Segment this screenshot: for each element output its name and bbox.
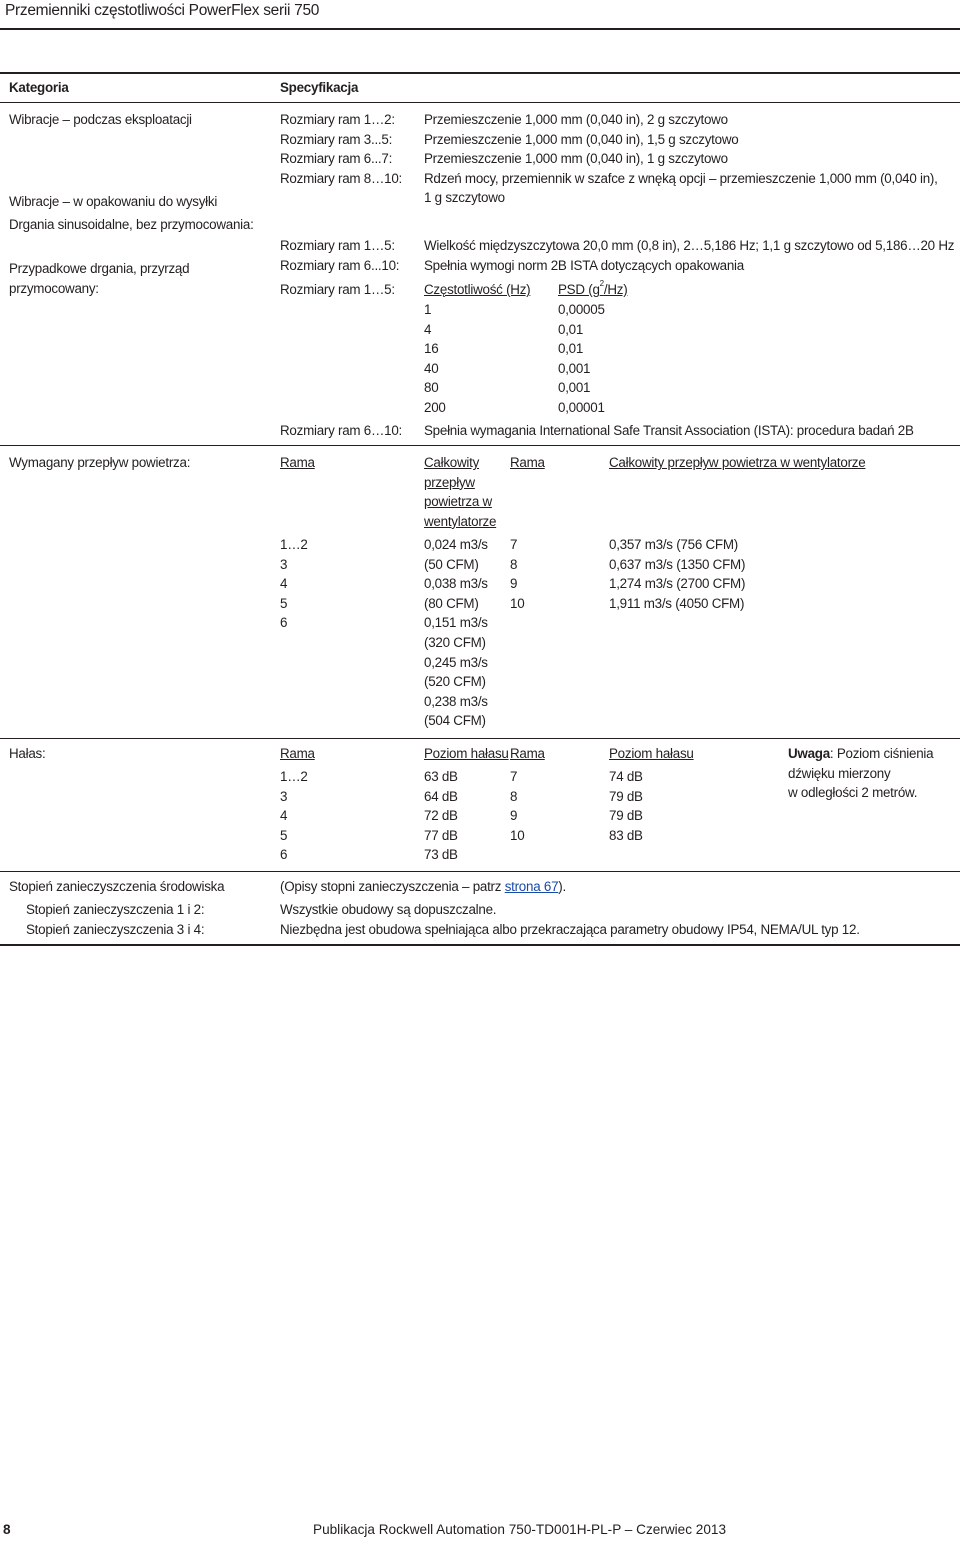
frequency-value: 16 [424,341,439,357]
random-frame-1: Rozmiary ram 1…5: [280,282,395,297]
page-header [0,0,960,28]
page-number: 8 [3,1522,11,1537]
frame-number: 9 [510,808,518,824]
frame-number: 3 [280,556,288,572]
pollution-value-1: Wszystkie obudowy są dopuszczalne. [280,902,497,917]
psd-value: 0,00005 [558,302,605,317]
psd-header: PSD $(g^2/Hz)$ [558,279,628,297]
airflow-value: (520 CFM) [424,674,486,690]
section-divider [0,445,960,446]
frame-label: Rozmiary ram 3...5: [280,131,393,147]
noise-value: 79 dB [609,788,643,804]
category-random-line1: Przypadkowe drgania, przyrząd [9,261,190,276]
sinus-values [424,236,954,275]
airflow-value: (80 CFM) [424,595,479,611]
header-rule [0,28,960,30]
psd-value: 0,01 [558,341,584,357]
vibration-frames [280,110,402,188]
airflow-value: (50 CFM) [424,556,479,572]
pollution-degree-3-4: Stopień zanieczyszczenia 3 i 4: [26,922,205,937]
frame-number: 3 [280,788,288,804]
frequency-value: 1 [424,302,432,317]
airflow-value: (320 CFM) [424,634,486,650]
noise-frame-header: Rama [280,746,315,761]
category-vibration-packaging: Wibracje – w opakowaniu do wysyłki [9,194,218,209]
column-header-category: Kategoria [9,80,69,95]
frequency-value: 40 [424,360,439,376]
frame-number: 10 [510,595,525,611]
noise-value: 73 dB [424,847,458,863]
frame-number: 6 [280,615,288,631]
frame-number: 7 [510,537,518,552]
airflow-total-header: Całkowity przepływ powietrza w wentylatorze [424,455,497,529]
airflow-frames-right [510,535,524,613]
random-frame-2: Rozmiary ram 6…10: [280,423,402,438]
category-vibration-operation: Wibracje – podczas eksploatacji [9,112,192,127]
airflow-value: 0,151 m3/s [424,615,488,631]
vibration-value: Przemieszczenie 1,000 mm (0,040 in), 2 g szczytowo [424,112,728,127]
pollution-value-2: Niezbędna jest obudowa spełniająca albo przekraczająca parametry obudowy IP54, NEMA/UL typ 12. [280,922,860,937]
airflow-value: 1,911 m3/s (4050 CFM) [609,595,745,611]
noise-value: 83 dB [609,827,643,843]
table-bottom-rule [0,944,960,946]
section-divider [0,738,960,739]
frame-number: 5 [280,595,288,611]
vibration-value: Przemieszczenie 1,000 mm (0,040 in), 1 g szczytowo [424,151,728,167]
noise-value: 64 dB [424,788,458,804]
category-random-line2: przymocowany: [9,281,99,296]
frequency-value: 200 [424,399,446,415]
noise-values-right [609,767,643,845]
psd-value: 0,001 [558,380,591,396]
frequency-value: 4 [424,321,432,337]
airflow-value: 0,637 m3/s (1350 CFM) [609,556,746,572]
vibration-value: 1 g szczytowo [424,190,505,206]
noise-frames-right [510,767,524,845]
column-header-spec: Specyfikacja [280,80,359,95]
section-divider [0,871,960,872]
publication-info: Publikacja Rockwell Automation 750-TD001H-PL-P – Czerwiec 2013 [313,1522,727,1537]
frame-label: Rozmiary ram 1…2: [280,112,395,127]
page-title: Przemienniki częstotliwości PowerFlex serii 750 [5,2,320,19]
category-noise: Hałas: [9,746,46,761]
airflow-frame-header: Rama [280,455,315,470]
airflow-value: 0,357 m3/s (756 CFM) [609,537,738,552]
airflow-frames-left [280,535,308,633]
noise-values-left [424,767,458,865]
pollution-description: (Opisy stopni zanieczyszczenia – patrz strona 67). [280,879,566,894]
frame-number: 8 [510,788,518,804]
vibration-values [424,110,938,208]
frame-label: Rozmiary ram 6...7: [280,151,393,167]
frame-number: 5 [280,827,288,843]
noise-value: 79 dB [609,808,643,824]
noise-value: 77 dB [424,827,458,843]
frame-number: 1…2 [280,537,308,552]
airflow-value: 0,238 m3/s [424,693,488,709]
random-value-2: Spełnia wymagania International Safe Transit Association (ISTA): procedura badań 2B [424,423,914,438]
noise-level-header: Poziom hałasu [424,746,509,761]
psd-list [558,300,605,418]
frame-number: 4 [280,808,288,824]
airflow-value: 0,024 m3/s [424,537,488,552]
frame-number: 8 [510,556,518,572]
noise-value: 63 dB [424,769,458,784]
sinus-frames [280,236,399,275]
frame-label: Rozmiary ram 1…5: [280,238,395,253]
frame-number: 7 [510,769,518,784]
airflow-total-header-2: Całkowity przepływ powietrza w wentylatorze [609,455,866,470]
pollution-degree-1-2: Stopień zanieczyszczenia 1 i 2: [26,902,205,917]
airflow-value: 0,038 m3/s [424,576,488,592]
category-sinusoidal: Drgania sinusoidalne, bez przymocowania: [9,217,254,232]
header-divider [0,102,960,103]
noise-frame-header-2: Rama [510,746,545,761]
noise-value: 74 dB [609,769,643,784]
sinus-value: Wielkość międzyszczytowa 20,0 mm (0,8 in), 2…5,186 Hz; 1,1 g szczytowo od 5,186…20 Hz [424,238,955,253]
frequency-value: 80 [424,380,439,396]
airflow-values-right [609,535,745,613]
category-pollution: Stopień zanieczyszczenia środowiska [9,879,225,894]
table-top-rule [0,72,960,74]
noise-note: Uwaga: Poziom ciśnienia dźwięku mierzony w odległości 2 metrów. [788,746,934,801]
frame-number: 9 [510,576,518,592]
airflow-value: 0,245 m3/s [424,654,488,670]
vibration-value: Przemieszczenie 1,000 mm (0,040 in), 1,5 g szczytowo [424,131,739,147]
noise-value: 72 dB [424,808,458,824]
frame-number: 4 [280,576,288,592]
frequency-header: Częstotliwość (Hz) [424,282,531,297]
noise-level-header-2: Poziom hałasu [609,746,694,761]
sinus-value: Spełnia wymogi norm 2B ISTA dotyczących opakowania [424,257,744,273]
noise-frames-left [280,767,308,865]
frequency-list [424,300,446,418]
airflow-value: (504 CFM) [424,713,486,729]
frame-number: 1…2 [280,769,308,784]
frame-label: Rozmiary ram 6...10: [280,257,400,273]
psd-value: 0,001 [558,360,591,376]
airflow-frame-header-2: Rama [510,455,545,470]
frame-number: 6 [280,847,288,863]
vibration-value: Rdzeń mocy, przemiennik w szafce z wnęką opcji – przemieszczenie 1,000 mm (0,040 in), [424,170,938,186]
note-label: Uwaga [788,746,830,761]
psd-value: 0,01 [558,321,584,337]
frame-label: Rozmiary ram 8…10: [280,170,402,186]
airflow-values-left [424,535,488,731]
page-link[interactable]: strona 67 [504,879,559,894]
category-airflow: Wymagany przepływ powietrza: [9,455,191,470]
frame-number: 10 [510,827,525,843]
airflow-value: 1,274 m3/s (2700 CFM) [609,576,746,592]
psd-value: 0,00001 [558,399,605,415]
